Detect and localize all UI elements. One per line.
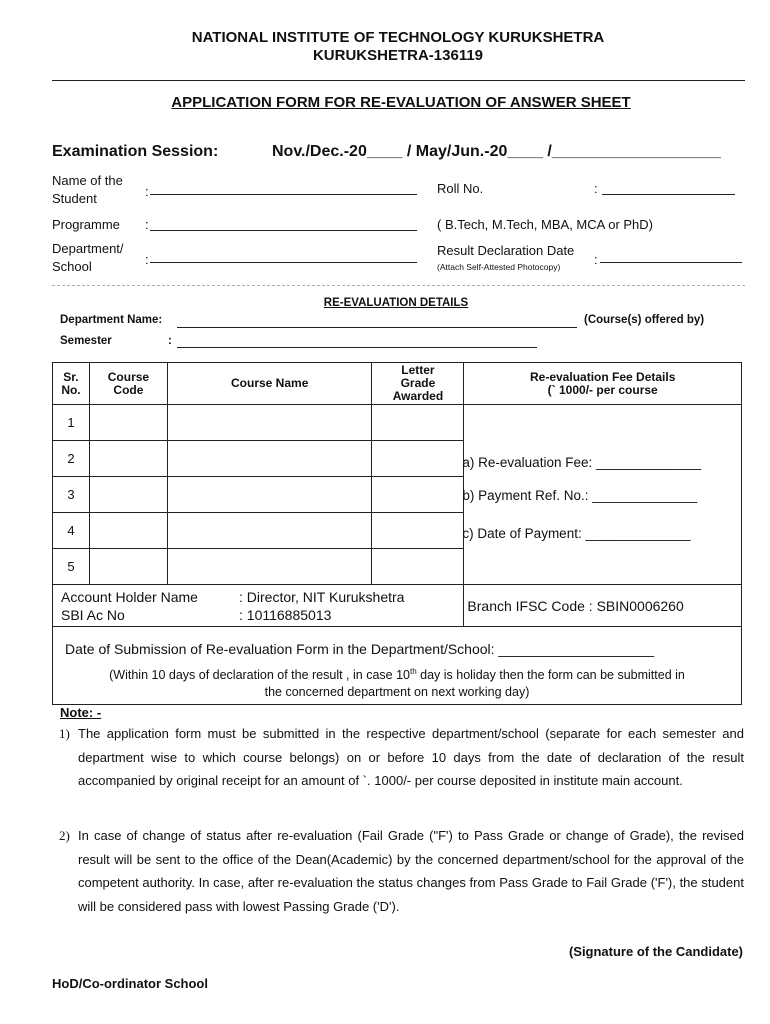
payment-ref-field[interactable]: b) Payment Ref. No.: ______________ <box>462 488 698 503</box>
result-date-colon: : <box>594 252 598 267</box>
course-code-cell[interactable] <box>89 441 167 477</box>
result-date-label: Result Declaration Date <box>437 243 575 258</box>
department-field[interactable] <box>150 262 417 263</box>
row-number: 4 <box>53 513 90 549</box>
department-colon: : <box>145 252 149 267</box>
result-date-hint: (Attach Self-Attested Photocopy) <box>437 262 561 272</box>
account-holder-label: Account Holder Name <box>61 588 198 605</box>
name-label: Name of the Student <box>52 173 123 206</box>
table-header-row <box>53 363 742 405</box>
hod-signature: HoD/Co-ordinator School <box>52 976 208 991</box>
result-date-field[interactable] <box>600 262 742 263</box>
sbi-label: SBI Ac No <box>61 606 125 623</box>
course-name-cell[interactable] <box>167 549 372 585</box>
course-code-cell[interactable] <box>89 405 167 441</box>
course-name-cell[interactable] <box>167 477 372 513</box>
note-1-number: 1) <box>59 726 70 741</box>
col-fee-header <box>464 363 742 405</box>
semester-colon: : <box>168 335 172 347</box>
account-details-cell <box>53 585 464 627</box>
note-1-text: The application form must be submitted in the respective department/school (separate for each semester and department wise to which course belongs) on or before 10 days from the date of declaration of the result accompanied by original receipt for an amount of `. 1000/- per course deposited in institute main account. <box>78 726 744 788</box>
candidate-signature: (Signature of the Candidate) <box>568 944 743 959</box>
section-divider <box>52 285 745 286</box>
courses-table <box>52 362 742 705</box>
form-title: APPLICATION FORM FOR RE-EVALUATION OF ANSWER SHEET <box>171 94 631 111</box>
ifsc-cell: Branch IFSC Code : SBIN0006260 <box>464 585 742 627</box>
col-sr-header: Sr. No. <box>53 363 90 405</box>
bank-details-row <box>53 585 742 627</box>
col-code-header: Course Code <box>89 363 167 405</box>
department-name-label: Department Name: <box>60 314 163 326</box>
payment-date-field[interactable]: c) Date of Payment: ______________ <box>462 526 691 541</box>
session-label: Examination Session: <box>52 143 219 160</box>
course-code-cell[interactable] <box>89 549 167 585</box>
fee-header-rate: (` 1000/- per course <box>547 382 658 397</box>
row-number: 1 <box>53 405 90 441</box>
account-holder-value: : Director, NIT Kurukshetra <box>239 588 405 605</box>
course-name-cell[interactable] <box>167 513 372 549</box>
course-name-cell[interactable] <box>167 441 372 477</box>
name-field[interactable] <box>150 194 417 195</box>
session-options[interactable]: Nov./Dec.-20____ / May/Jun.-20____ /___________________ <box>272 143 721 160</box>
row-number: 5 <box>53 549 90 585</box>
course-code-cell[interactable] <box>89 513 167 549</box>
programme-field[interactable] <box>150 230 417 231</box>
note-2-number: 2) <box>59 828 70 843</box>
name-colon: : <box>145 184 149 199</box>
submission-cell <box>53 627 742 705</box>
table-row <box>53 405 742 441</box>
grade-cell[interactable] <box>372 477 464 513</box>
row-number: 2 <box>53 441 90 477</box>
col-name-header: Course Name <box>167 363 372 405</box>
fee-header-title: Re-evaluation Fee Details <box>530 369 676 384</box>
grade-cell[interactable] <box>372 513 464 549</box>
programme-colon: : <box>145 217 149 232</box>
details-title: RE-EVALUATION DETAILS <box>323 297 469 309</box>
note-2-text: In case of change of status after re-evaluation (Fail Grade ("F') to Pass Grade or change of Grade), the revised result will be sent to the office of the Dean(Academic) by the concerned department/school for the approval of the competent authority. In case, after re-evaluation the status changes from Pass Grade to Fail Grade ('F'), the student will be considered pass with lowest Passing Grade ('D'). <box>78 828 744 914</box>
sbi-value: : 10116885013 <box>239 606 332 623</box>
department-label: Department/ School <box>52 241 124 274</box>
semester-label: Semester <box>60 335 112 347</box>
programme-label: Programme <box>52 217 120 232</box>
course-code-cell[interactable] <box>89 477 167 513</box>
roll-field[interactable] <box>602 194 735 195</box>
reevaluation-fee-field[interactable]: a) Re-evaluation Fee: ______________ <box>462 455 702 470</box>
note-heading: Note: - <box>60 705 102 720</box>
semester-field[interactable] <box>177 347 537 348</box>
header-divider <box>52 80 745 81</box>
grade-cell[interactable] <box>372 405 464 441</box>
row-number: 3 <box>53 477 90 513</box>
fee-details-cell <box>464 405 742 585</box>
roll-colon: : <box>594 181 598 196</box>
department-name-field[interactable] <box>177 327 577 328</box>
col-grade-header: Letter Grade Awarded <box>372 363 464 405</box>
course-name-cell[interactable] <box>167 405 372 441</box>
institute-name: NATIONAL INSTITUTE OF TECHNOLOGY KURUKSHETRA <box>191 29 605 46</box>
grade-cell[interactable] <box>372 549 464 585</box>
submission-row <box>53 627 742 705</box>
courses-offered-note: (Course(s) offered by) <box>584 314 705 326</box>
institute-address: KURUKSHETRA-136119 <box>312 47 484 64</box>
submission-date-field[interactable]: Date of Submission of Re-evaluation Form in the Department/School: ____________________ <box>65 641 655 657</box>
programme-hint: ( B.Tech, M.Tech, MBA, MCA or PhD) <box>437 217 653 232</box>
grade-cell[interactable] <box>372 441 464 477</box>
submission-note: (Within 10 days of declaration of the result , in case 10th day is holiday then the form can be submitted in the concerned department on next working day) <box>109 667 685 700</box>
roll-label: Roll No. <box>437 181 484 196</box>
